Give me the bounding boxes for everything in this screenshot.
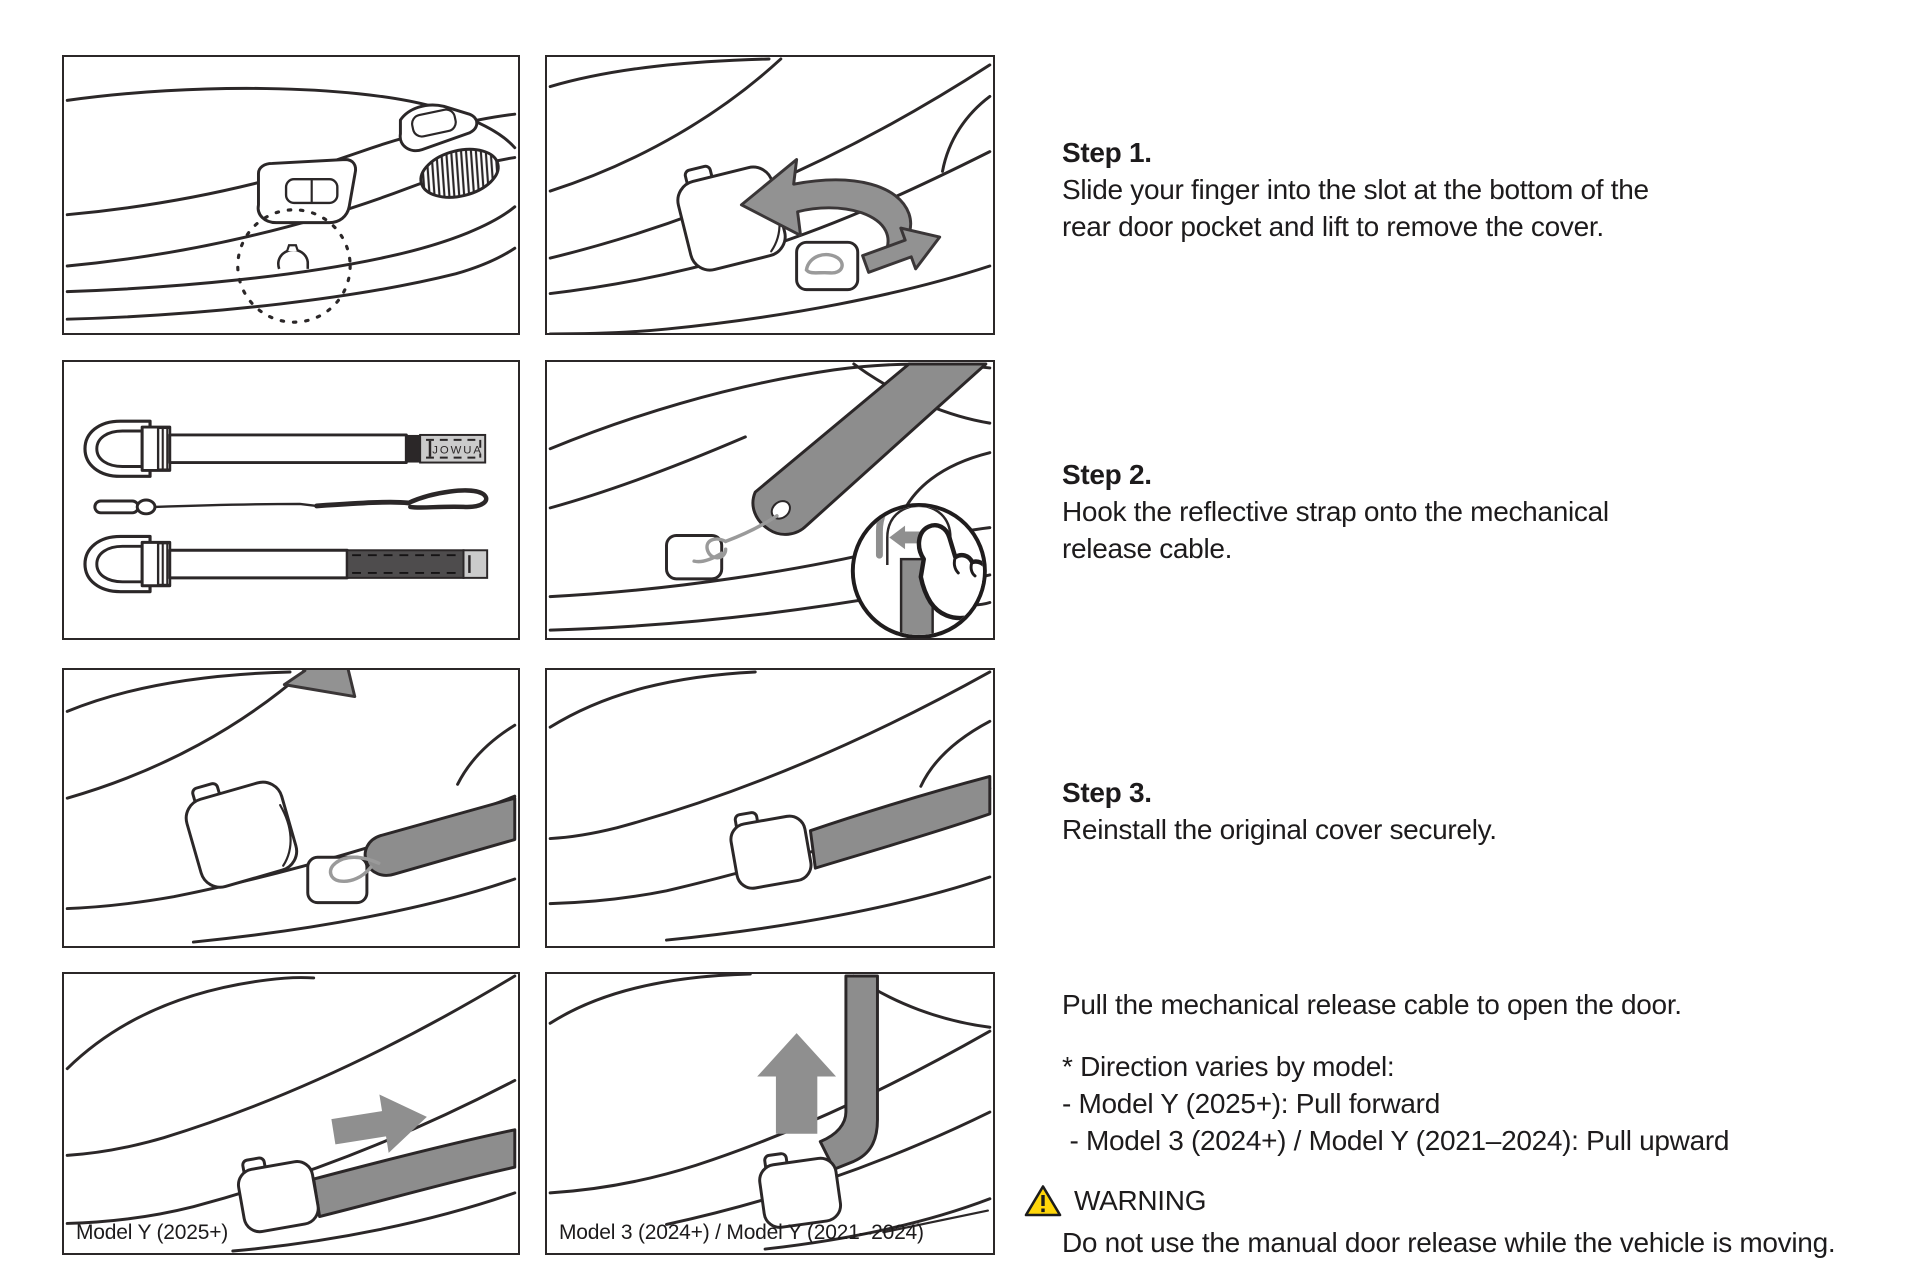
strap-band (810, 776, 989, 868)
warning-triangle-icon (1024, 1184, 1062, 1218)
step-2-heading: Step 2. (1062, 459, 1152, 490)
cover-installed-illustration (547, 670, 993, 946)
step-1-line-2: rear door pocket and lift to remove the cover. (1062, 211, 1604, 242)
pull-forward-illustration (64, 974, 518, 1253)
release-cable-anchor (797, 242, 858, 289)
cover-clip (278, 245, 307, 269)
door-cover (234, 1149, 320, 1234)
reflective-strap-front (85, 421, 485, 476)
warning-label: WARNING (1074, 1185, 1207, 1216)
pull-intro: Pull the mechanical release cable to open the door. (1062, 989, 1682, 1020)
step-1-line-1: Slide your finger into the slot at the bottom of the (1062, 174, 1649, 205)
pull-upward-illustration (547, 974, 993, 1253)
panel-pull-upward (545, 972, 995, 1255)
door-overview-illustration (64, 57, 518, 333)
strap-brand-text: JOWUA (432, 444, 483, 457)
reinstall-cover-illustration (64, 670, 518, 946)
remove-cover-illustration (547, 57, 993, 333)
forward-arrow-icon (329, 1088, 432, 1161)
step-1-block (1062, 134, 1649, 245)
step-3-line-1: Reinstall the original cover securely. (1062, 814, 1497, 845)
panel-locate-slot (62, 55, 520, 335)
panel-reinstall-cover (62, 668, 520, 948)
panel-pull-forward (62, 972, 520, 1255)
panel-remove-cover (545, 55, 995, 335)
hook-strap-illustration (547, 362, 993, 638)
panel-strap-kit (62, 360, 520, 640)
step-2-block (1062, 456, 1609, 567)
strap-kit-illustration (64, 362, 518, 638)
step-3-block (1062, 774, 1497, 848)
model-label-pull-forward: Model Y (2025+) (76, 1221, 229, 1244)
step-2-line-1: Hook the reflective strap onto the mechanical (1062, 496, 1609, 527)
upward-arrow-icon (757, 1033, 836, 1134)
reflective-strap-back (85, 536, 487, 591)
note-model-y: - Model Y (2025+): Pull forward (1062, 1088, 1440, 1119)
note-model-3: - Model 3 (2024+) / Model Y (2021–2024): Pull upward (1062, 1125, 1730, 1156)
pull-cord (95, 490, 486, 513)
reinstall-curved-arrow-icon (210, 670, 393, 726)
step-2-line-2: release cable. (1062, 533, 1233, 564)
note-direction-varies: * Direction varies by model: (1062, 1051, 1395, 1082)
step-3-heading: Step 3. (1062, 777, 1152, 808)
warning-text: Do not use the manual door release while the vehicle is moving. (1062, 1227, 1836, 1258)
door-cover (727, 804, 814, 891)
speaker-grille (416, 142, 503, 205)
window-switch-pod (258, 160, 355, 223)
model-label-pull-upward: Model 3 (2024+) / Model Y (2021–2024) (559, 1221, 924, 1244)
panel-cover-installed (545, 668, 995, 948)
panel-hook-strap (545, 360, 995, 640)
door-handle (400, 105, 477, 151)
warning-header (1024, 1184, 1206, 1218)
strap-band (365, 798, 515, 875)
direction-notes (1062, 1048, 1729, 1159)
step-1-heading: Step 1. (1062, 137, 1152, 168)
